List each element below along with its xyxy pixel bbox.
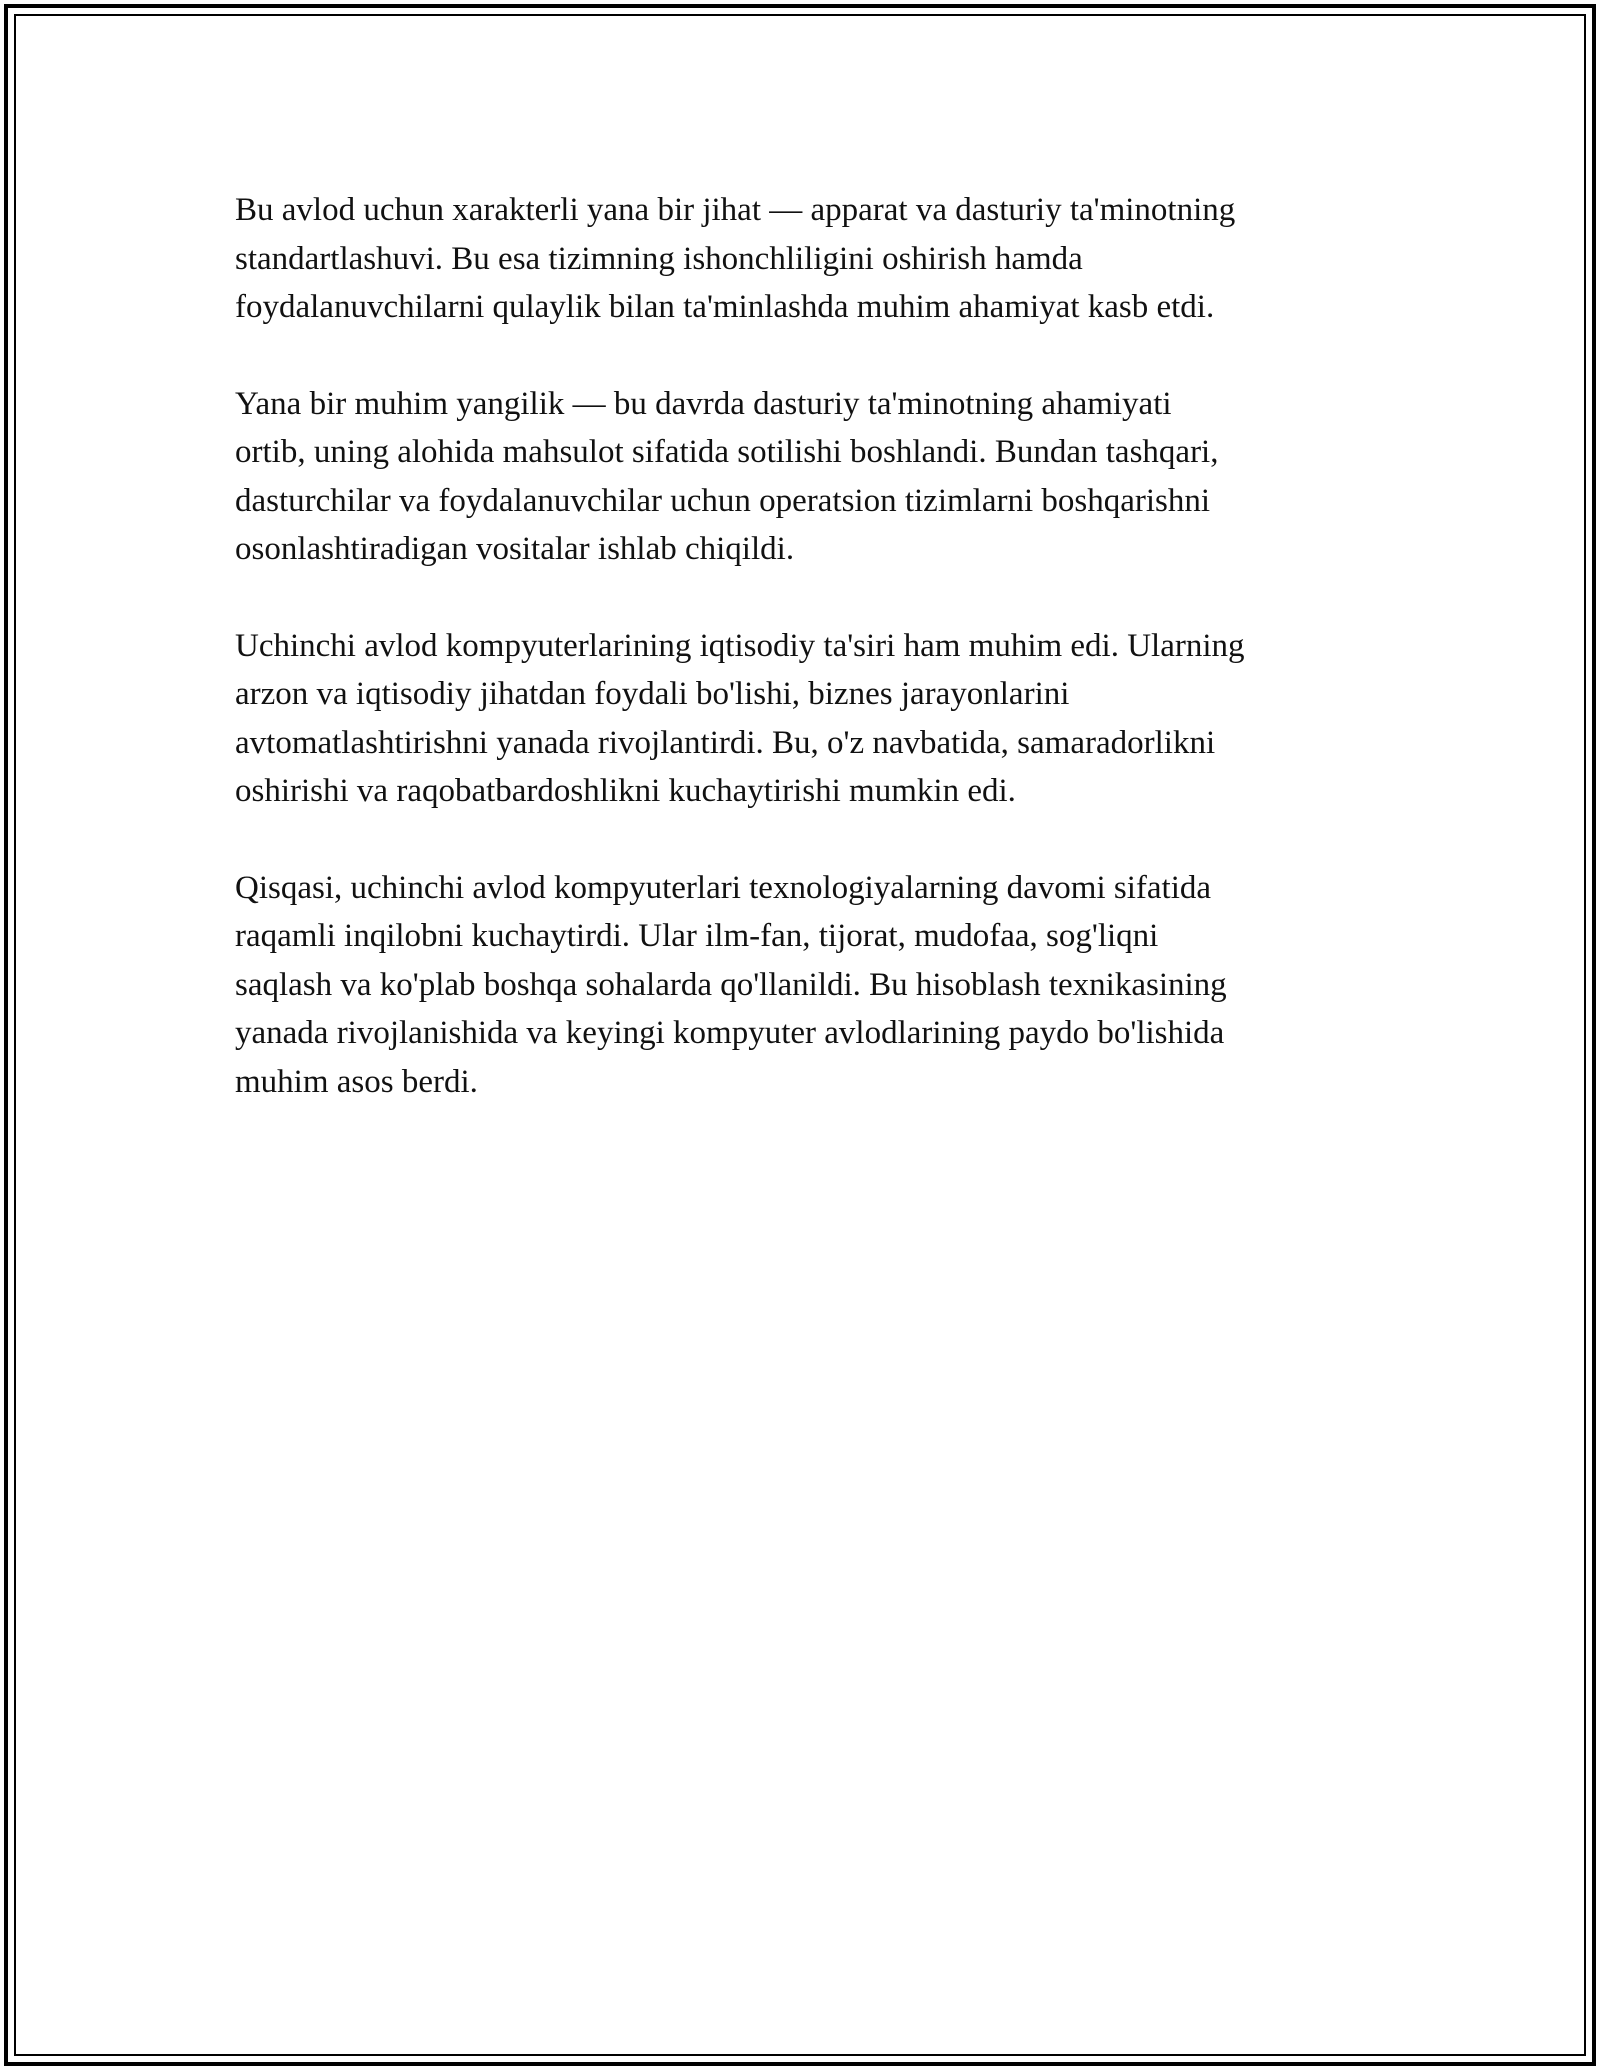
text-line: oshirishi va raqobatbardoshlikni kuchaytirishi mumkin edi. <box>235 773 1016 809</box>
text-line: saqlash va ko'plab boshqa sohalarda qo'llanildi. Bu hisoblash texnikasining <box>235 966 1227 1003</box>
text-line: ortib, uning alohida mahsulot sifatida sotilishi boshlandi. Bundan tashqari, <box>235 434 1219 470</box>
text-line: osonlashtiradigan vositalar ishlab chiqildi. <box>235 531 795 567</box>
text-line: yanada rivojlanishida va keyingi kompyuter avlodlarining paydo bo'lishida <box>235 1015 1225 1051</box>
text-line: Qisqasi, uchinchi avlod kompyuterlari texnologiyalarning davomi sifatida <box>235 869 1212 906</box>
text-line: Bu avlod uchun xarakterli yana bir jihat — apparat va dasturiy ta'minotning <box>235 192 1236 228</box>
text-line: dasturchilar va foydalanuvchilar uchun operatsion tizimlarni boshqarishni <box>235 482 1211 519</box>
text-line: Uchinchi avlod kompyuterlarining iqtisodiy ta'siri ham muhim edi. Ularning <box>235 627 1245 664</box>
text-line: standartlashuvi. Bu esa tizimning ishonchliligini oshirish hamda <box>235 240 1083 277</box>
text-line: Yana bir muhim yangilik — bu davrda dasturiy ta'minotning ahamiyati <box>235 385 1172 422</box>
paragraph-2 <box>235 380 1385 574</box>
paragraph-1 <box>235 186 1385 332</box>
text-line: foydalanuvchilarni qulaylik bilan ta'minlashda muhim ahamiyat kasb etdi. <box>235 289 1215 325</box>
text-line: arzon va iqtisodiy jihatdan foydali bo'lishi, biznes jarayonlarini <box>235 676 1070 712</box>
paragraph-4 <box>235 864 1385 1107</box>
text-line: avtomatlashtirishni yanada rivojlantirdi. Bu, o'z navbatida, samaradorlikni <box>235 724 1216 761</box>
text-line: raqamli inqilobni kuchaytirdi. Ular ilm-fan, tijorat, mudofaa, sog'liqni <box>235 918 1159 954</box>
document-body <box>235 186 1385 1154</box>
text-line: muhim asos berdi. <box>235 1063 478 1100</box>
paragraph-3 <box>235 622 1385 816</box>
